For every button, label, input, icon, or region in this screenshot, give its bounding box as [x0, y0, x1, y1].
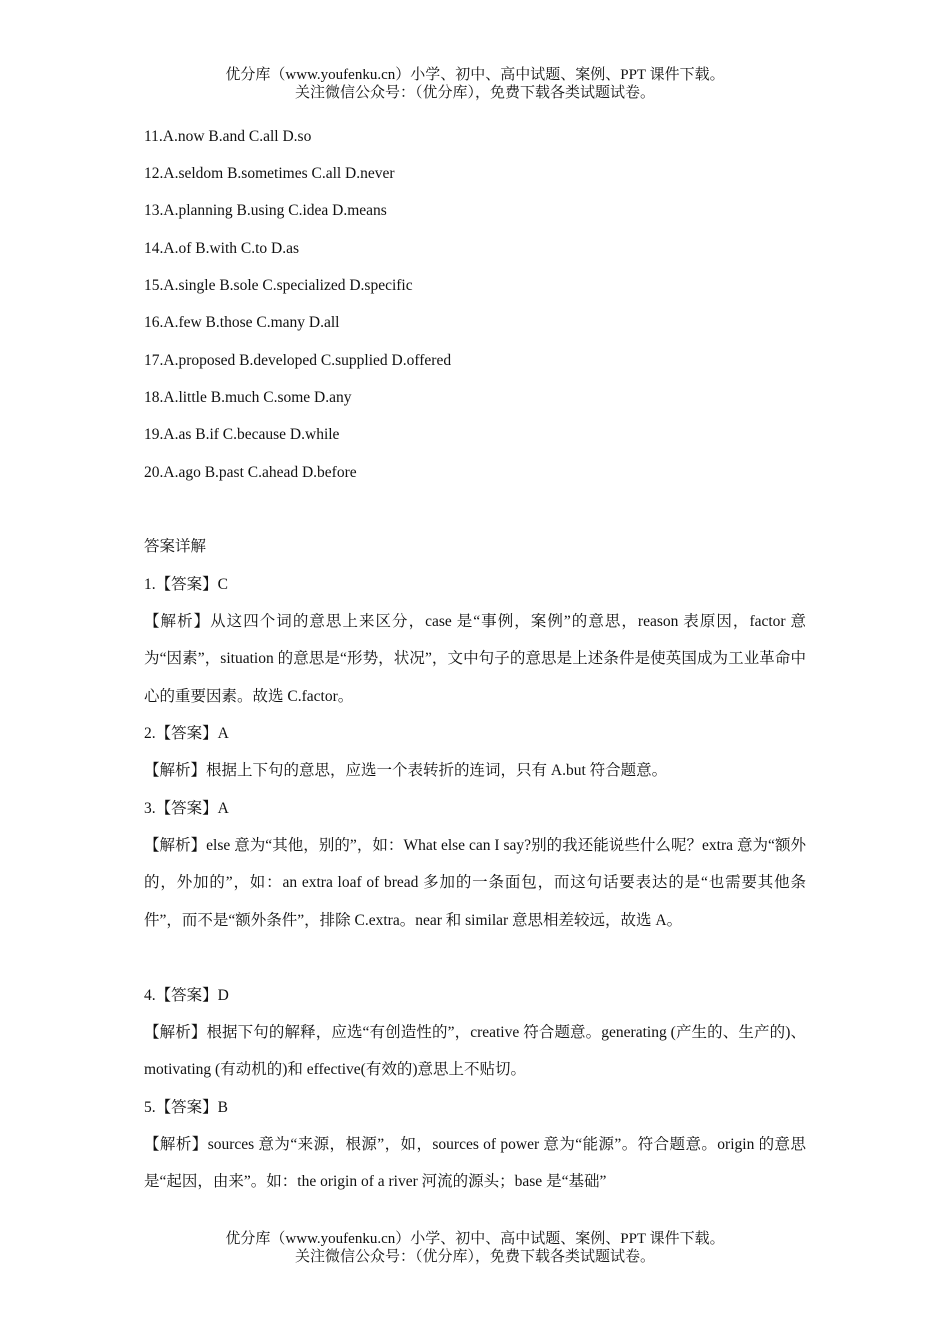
option-line-11: 11.A.now B.and C.all D.so: [144, 128, 312, 145]
page-header: [0, 66, 950, 102]
answers-title: 答案详解: [144, 538, 207, 555]
explanation-3: 【解析】else 意为“其他，别的”，如：What else can I say?别的我还能说些什么呢？extra 意为“额外的，外加的”，如：an extra loaf of bread 多加的一条面包，而这句话要表达的是“也需要其他条件”，而不是“额外条件”，排除 C.extra。near 和 similar 意思相差较远，故选 A。: [144, 837, 806, 929]
header-line-1: 优分库（www.youfenku.cn）小学、初中、高中试题、案例、PPT 课件下载。: [225, 67, 725, 83]
answer-2: 2.【答案】A: [144, 725, 229, 742]
option-line-19: 19.A.as B.if C.because D.while: [144, 426, 340, 443]
option-line-20: 20.A.ago B.past C.ahead D.before: [144, 464, 357, 481]
footer-line-1: 优分库（www.youfenku.cn）小学、初中、高中试题、案例、PPT 课件下载。: [225, 1231, 725, 1247]
footer-line-2: 关注微信公众号：（优分库），免费下载各类试题试卷。: [294, 1249, 655, 1265]
option-line-12: 12.A.seldom B.sometimes C.all D.never: [144, 165, 395, 182]
explanation-1: 【解析】从这四个词的意思上来区分，case 是“事例，案例”的意思，reason 表原因，factor 意为“因素”，situation 的意思是“形势，状况”，文中句子的意思是上述条件是使英国成为工业革命中心的重要因素。故选 C.factor。: [144, 613, 806, 705]
option-line-18: 18.A.little B.much C.some D.any: [144, 389, 352, 406]
explanation-4: 【解析】根据下句的解释，应选“有创造性的”，creative 符合题意。generating (产生的、生产的)、motivating (有动机的)和 effective(有效的)意思上不贴切。: [144, 1024, 806, 1079]
option-line-16: 16.A.few B.those C.many D.all: [144, 314, 340, 331]
option-line-17: 17.A.proposed B.developed C.supplied D.offered: [144, 352, 452, 369]
explanation-5: 【解析】sources 意为“来源，根源”，如，sources of power 意为“能源”。符合题意。origin 的意思是“起因，由来”。如：the origin of a river 河流的源头；base 是“基础”: [144, 1136, 806, 1191]
answer-1: 1.【答案】C: [144, 576, 228, 593]
option-line-14: 14.A.of B.with C.to D.as: [144, 240, 299, 257]
header-line-2: 关注微信公众号：（优分库），免费下载各类试题试卷。: [294, 85, 655, 101]
answer-3: 3.【答案】A: [144, 800, 229, 817]
explanation-2: 【解析】根据上下句的意思，应选一个表转折的连词，只有 A.but 符合题意。: [144, 762, 668, 779]
answer-5: 5.【答案】B: [144, 1099, 228, 1116]
option-line-15: 15.A.single B.sole C.specialized D.specific: [144, 277, 413, 294]
answer-4: 4.【答案】D: [144, 987, 229, 1004]
page-footer: [0, 1230, 950, 1266]
option-line-13: 13.A.planning B.using C.idea D.means: [144, 202, 387, 219]
